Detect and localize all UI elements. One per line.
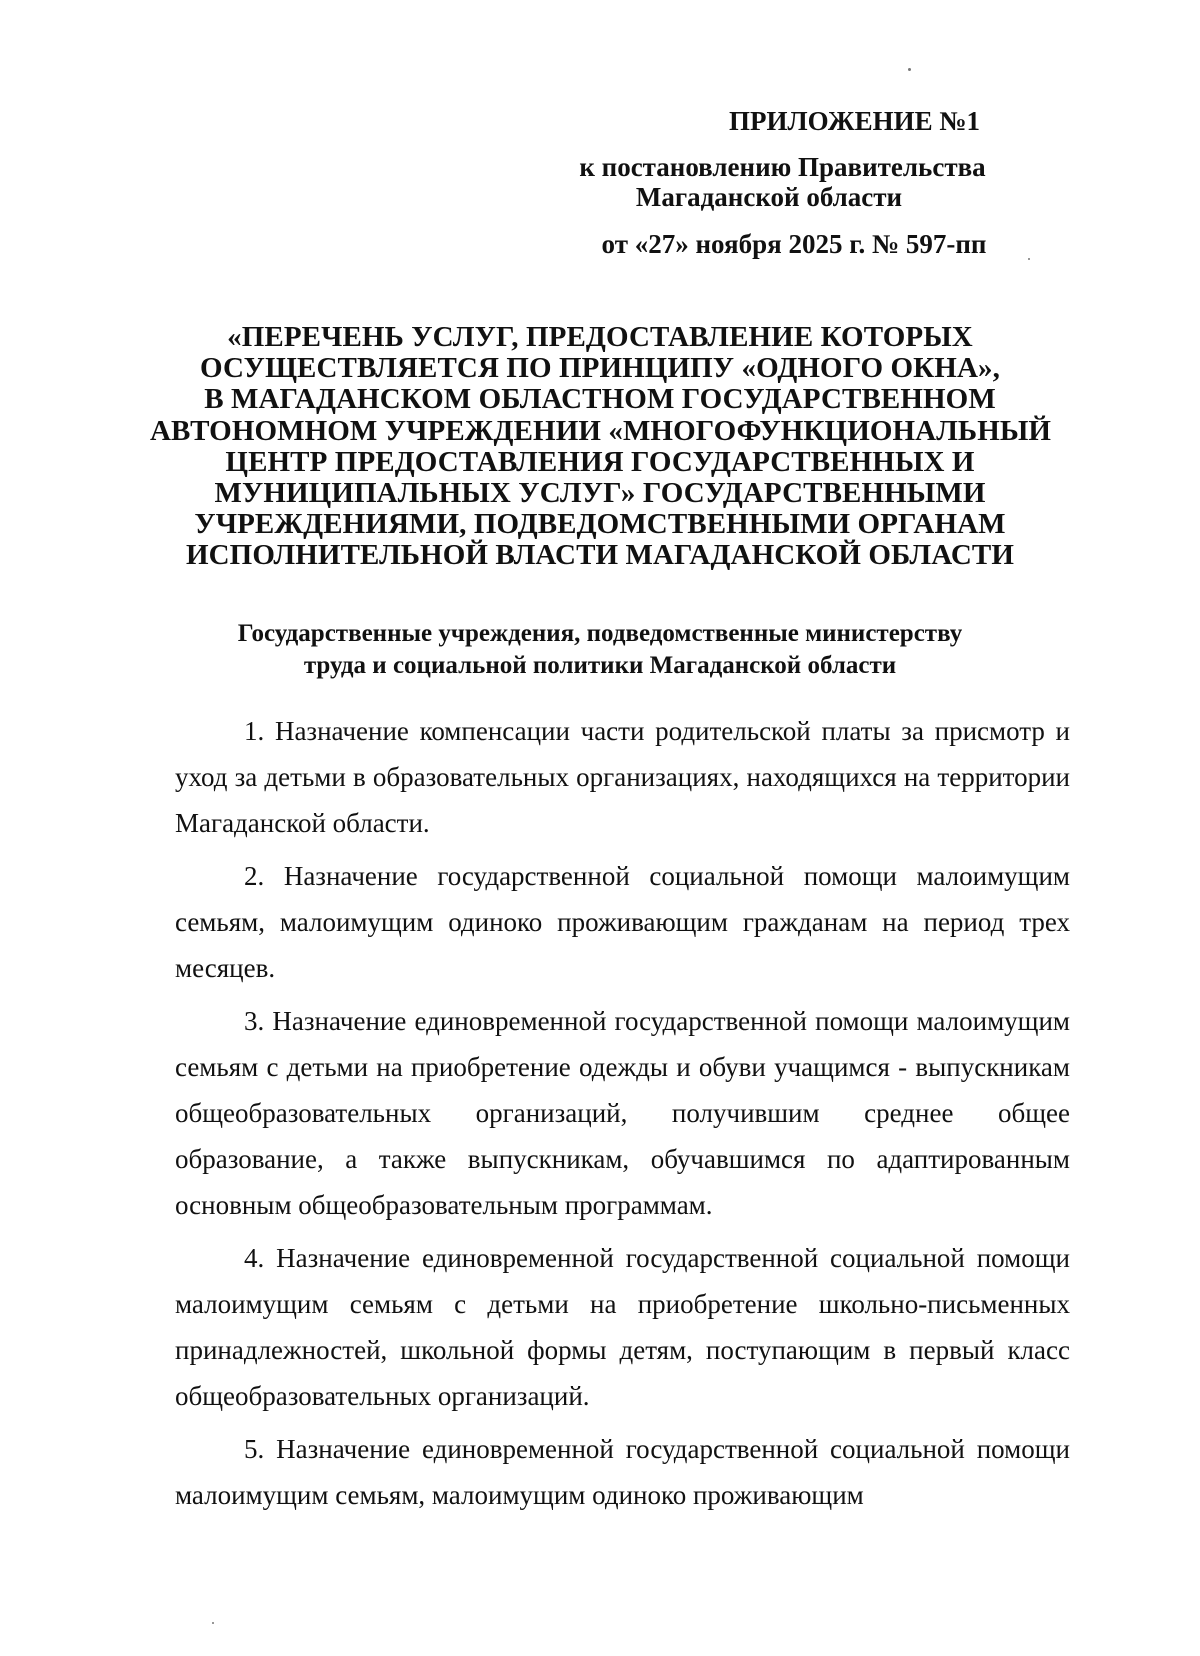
title-line: АВТОНОМНОМ УЧРЕЖДЕНИИ «МНОГОФУНКЦИОНАЛЬНЫЙ <box>150 414 1052 447</box>
section-subtitle <box>150 618 1050 682</box>
list-item: 4. Назначение единовременной государственной социальной помощи малоимущим семьям с детьми на приобретение школьно-письменных принадлежностей, школьной формы детям, поступающим в первый класс общеобразовательных организаций. <box>175 1243 1070 1411</box>
title-line: ЦЕНТР ПРЕДОСТАВЛЕНИЯ ГОСУДАРСТВЕННЫХ И <box>225 445 975 478</box>
title-line: УЧРЕЖДЕНИЯМИ, ПОДВЕДОМСТВЕННЫМИ ОРГАНАМ <box>194 508 1006 541</box>
appendix-heading: ПРИЛОЖЕНИЕ №1 <box>728 106 980 136</box>
subtitle-line: Государственные учреждения, подведомственные министерству <box>237 620 963 647</box>
appendix-region-line: Магаданской области <box>635 182 903 212</box>
document-title <box>150 322 1050 572</box>
appendix-date-line: от «27» ноября 2025 г. № 597-пп <box>601 229 987 259</box>
title-line: МУНИЦИПАЛЬНЫХ УСЛУГ» ГОСУДАРСТВЕННЫМИ <box>214 477 986 510</box>
appendix-resolution-line: к постановлению Правительства <box>579 152 986 182</box>
list-item: 3. Назначение единовременной государственной помощи малоимущим семьям с детьми на приобретение одежды и обуви учащимся - выпускникам общеобразовательных организаций, получившим среднее общее образование, а также выпускникам, обучавшимся по адаптированным основным общеобразовательным программам. <box>175 1006 1070 1220</box>
list-item: 5. Назначение единовременной государственной социальной помощи малоимущим семьям, малоимущим одиноко проживающим <box>175 1434 1070 1510</box>
title-line: ОСУЩЕСТВЛЯЕТСЯ ПО ПРИНЦИПУ «ОДНОГО ОКНА», <box>200 352 1000 385</box>
title-line: В МАГАДАНСКОМ ОБЛАСТНОМ ГОСУДАРСТВЕННОМ <box>204 383 996 416</box>
document-body <box>175 708 1070 1518</box>
list-item: 1. Назначение компенсации части родительской платы за присмотр и уход за детьми в образовательных организациях, находящихся на территории Магаданской области. <box>175 716 1070 838</box>
title-line: ИСПОЛНИТЕЛЬНОЙ ВЛАСТИ МАГАДАНСКОЙ ОБЛАСТИ <box>185 539 1014 572</box>
subtitle-line: труда и социальной политики Магаданской области <box>303 652 897 679</box>
list-item: 2. Назначение государственной социальной помощи малоимущим семьям, малоимущим одиноко проживающим гражданам на период трех месяцев. <box>175 861 1070 983</box>
title-line: «ПЕРЕЧЕНЬ УСЛУГ, ПРЕДОСТАВЛЕНИЕ КОТОРЫХ <box>227 321 973 353</box>
